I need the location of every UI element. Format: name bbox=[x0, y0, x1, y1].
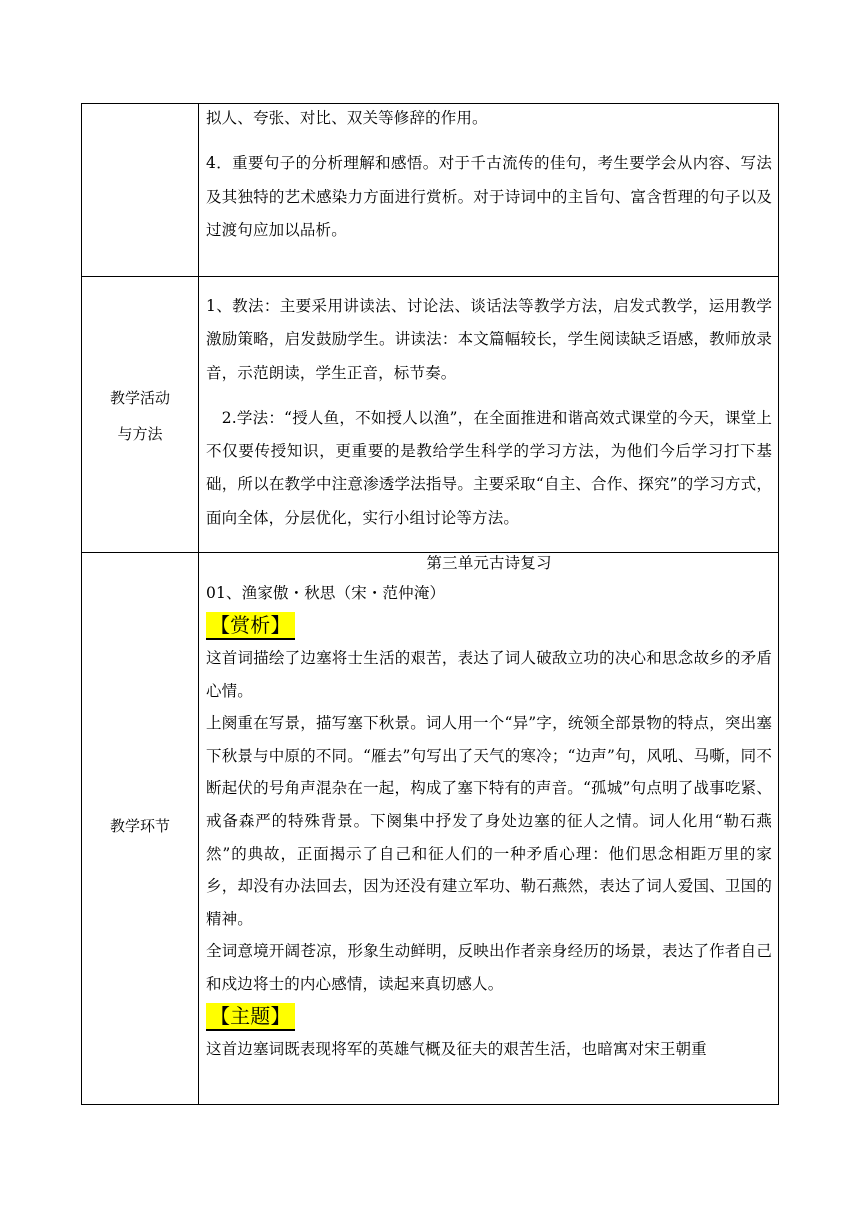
theme-label: 【主题】 bbox=[206, 1003, 295, 1031]
row-label-line: 教学活动 bbox=[109, 389, 170, 407]
analysis-label-wrap bbox=[206, 610, 772, 642]
row-label-empty bbox=[82, 104, 198, 276]
analysis-paragraph: 全词意境开阔苍凉，形象生动鲜明，反映出作者亲身经历的场景，表达了作者自己和戍边将士的内心感情，读起来真切感人。 bbox=[206, 942, 772, 993]
row-content-objectives bbox=[206, 102, 772, 247]
analysis-paragraph: 这首词描绘了边塞将士生活的艰苦，表达了词人破敌立功的决心和思念故乡的矛盾心情。 bbox=[206, 649, 772, 700]
section-heading: 第三单元古诗复习 bbox=[426, 554, 552, 572]
paragraph: 4．重要句子的分析理解和感悟。对于千古流传的佳句，考生要学会从内容、写法及其独特的艺术感染力方面进行赏析。对于诗词中的主旨句、富含哲理的句子以及过渡句应加以品析。 bbox=[206, 154, 772, 239]
column-divider bbox=[198, 104, 199, 1104]
lesson-plan-table bbox=[81, 103, 779, 1105]
analysis-paragraph: 上阕重在写景，描写塞下秋景。词人用一个“异”字，统领全部景物的特点，突出塞下秋景与中原的不同。“雁去”句写出了天气的寒冷；“边声”句，风吼、马嘶，同不断起伏的号角声混杂在一起，构成了塞下特有的声音。“孤城”句点明了战事吃紧、戒备森严的特殊背景。下阕集中抒发了身处边塞的征人之情。词人化用“勒石燕然”的典故，正面揭示了自己和征人们的一种矛盾心理：他们思念相距万里的家乡，却没有办法回去，因为还没有建立军功、勒石燕然，表达了词人爱国、卫国的精神。 bbox=[206, 714, 772, 928]
row-content-teaching-steps bbox=[206, 550, 772, 1065]
row-divider bbox=[82, 276, 778, 277]
analysis-label: 【赏析】 bbox=[206, 612, 295, 640]
theme-paragraph: 这首边塞词既表现将军的英雄气概及征夫的艰苦生活，也暗寓对宋王朝重 bbox=[206, 1039, 707, 1058]
theme-label-wrap bbox=[206, 1001, 772, 1033]
row-label-teaching-steps: 教学环节 bbox=[109, 817, 170, 835]
paragraph: 1、教法：主要采用讲读法、讨论法、谈话法等教学方法，启发式教学，运用教学激励策略，启发鼓励学生。讲读法：本文篇幅较长，学生阅读缺乏语感，教师放录音，示范朗读，学生正音，标节奏。 bbox=[206, 297, 772, 382]
row-label-line: 与方法 bbox=[117, 425, 163, 443]
row-content-methods bbox=[206, 290, 772, 535]
poem-title: 01、渔家傲・秋思（宋・范仲淹） bbox=[206, 584, 446, 602]
paragraph: 2.学法：“授人鱼，不如授人以渔”，在全面推进和谐高效式课堂的今天，课堂上不仅要传授知识，更重要的是教给学生科学的学习方法，为他们今后学习打下基础，所以在教学中注意渗透学法指导。主要采取“自主、合作、探究”的学习方式，面向全体，分层优化，实行小组讨论等方法。 bbox=[206, 408, 772, 527]
paragraph: 拟人、夸张、对比、双关等修辞的作用。 bbox=[206, 109, 488, 127]
row-label-methods bbox=[82, 383, 198, 449]
